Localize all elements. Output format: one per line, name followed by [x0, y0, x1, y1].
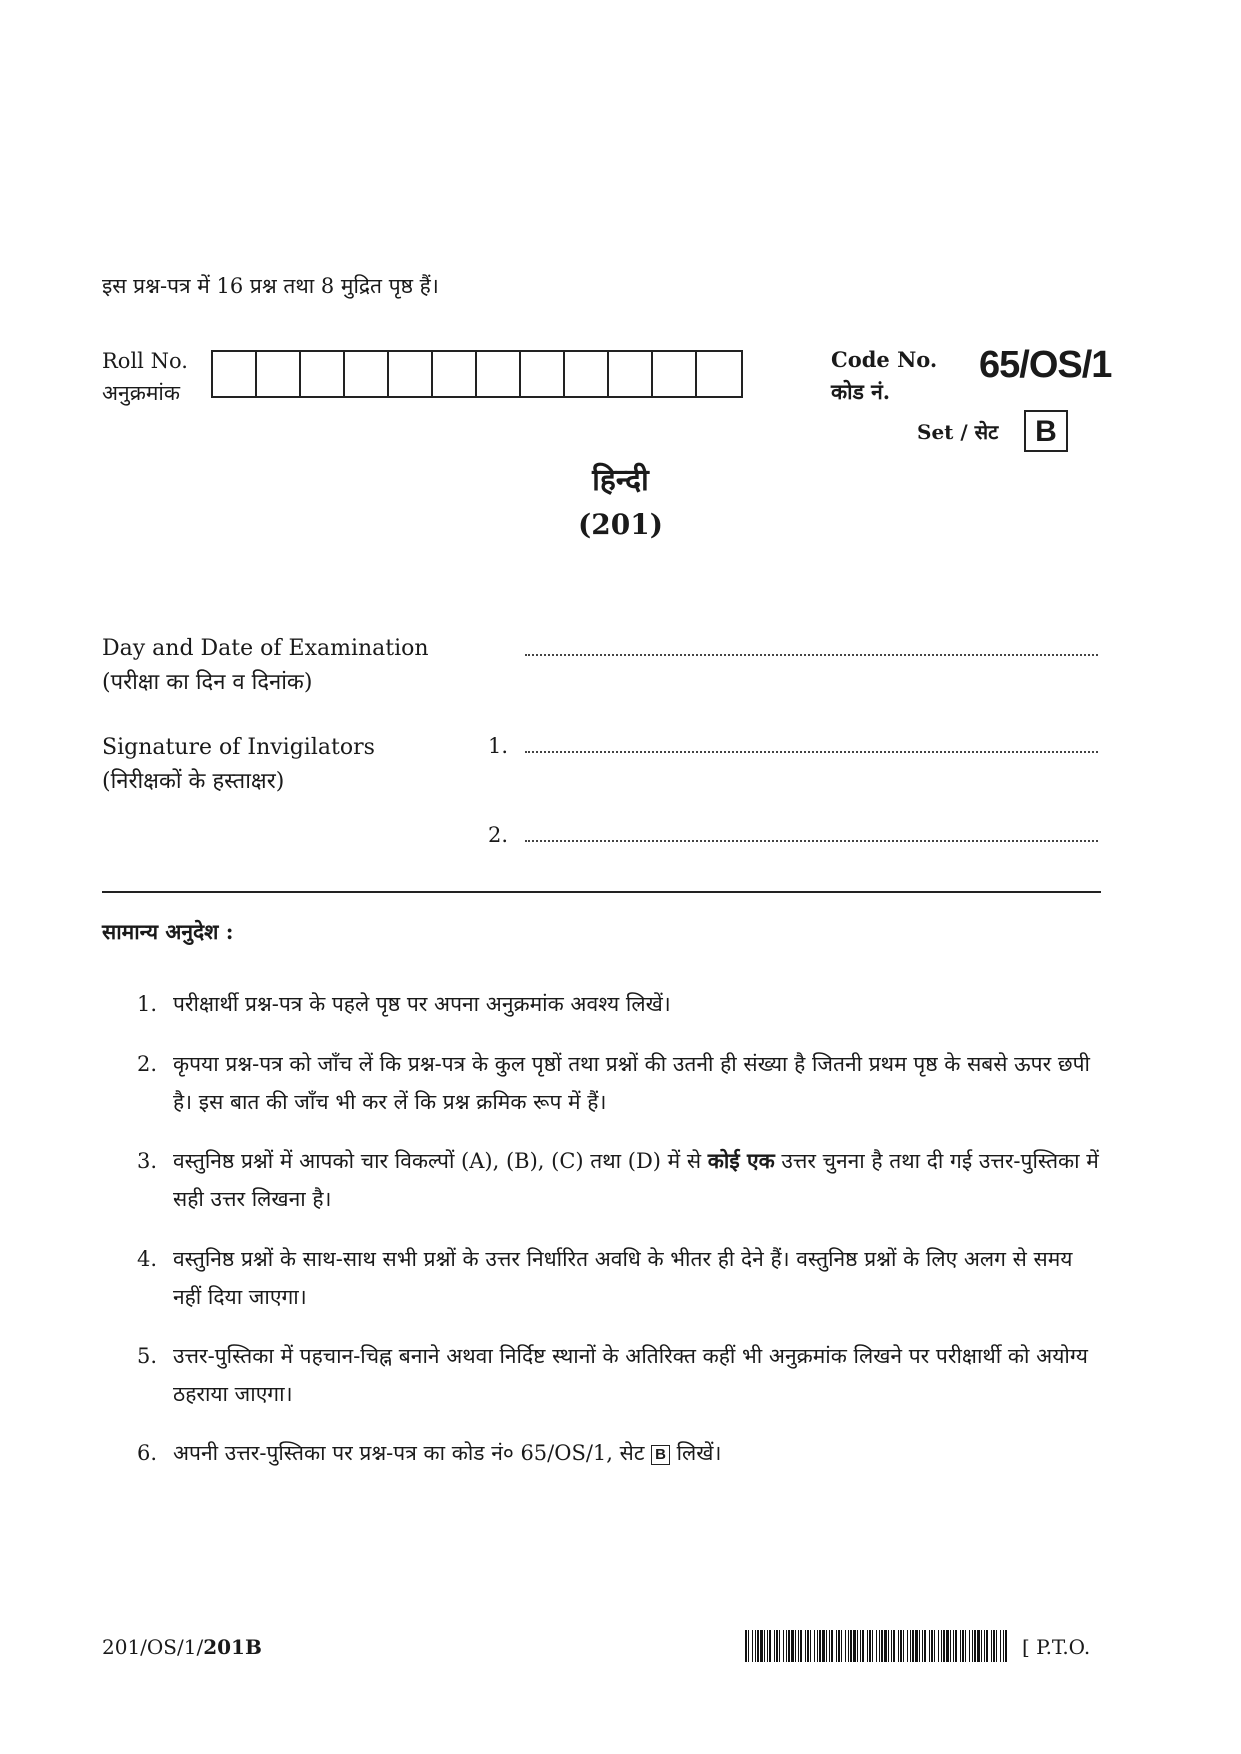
invigilator-1-blank [525, 727, 1098, 753]
roll-digit-box [697, 352, 741, 396]
roll-digit-box [345, 352, 389, 396]
subject-code: (201) [578, 508, 663, 541]
instruction-item [102, 1045, 1102, 1121]
instruction-emphasis: कोई एक [707, 1148, 775, 1173]
instruction-number: 4. [136, 1247, 157, 1271]
roll-digit-box [565, 352, 609, 396]
roll-digit-box [609, 352, 653, 396]
instruction-text: कृपया प्रश्न-पत्र को जाँच लें कि प्रश्न-पत्र के कुल पृष्ठों तथा प्रश्नों की उतनी ही संख्या है जितनी प्रथम पृष्ठ के सबसे ऊपर छपी है। इस बात की जाँच भी कर लें कि प्रश्न क्रमिक रूप में हैं। [173, 1052, 1090, 1114]
set-inline-box: B [651, 1445, 670, 1465]
please-turn-over: [ P.T.O. [1022, 1635, 1091, 1659]
instruction-text: वस्तुनिष्ठ प्रश्नों के साथ-साथ सभी प्रश्नों के उत्तर निर्धारित अवधि के भीतर ही देने हैं। वस्तुनिष्ठ प्रश्नों के लिए अलग से समय नहीं दिया जाएगा। [173, 1247, 1073, 1309]
instruction-text: परीक्षार्थी प्रश्न-पत्र के पहले पृष्ठ पर अपना अनुक्रमांक अवश्य लिखें। [173, 992, 671, 1016]
instruction-text-part: वस्तुनिष्ठ प्रश्नों में आपको चार विकल्पों (A), (B), (C) तथा (D) में से [173, 1149, 708, 1173]
invigilators-label-hi: (निरीक्षकों के हस्ताक्षर) [102, 769, 285, 794]
exam-date-label-hi: (परीक्षा का दिन व दिनांक) [102, 670, 313, 695]
roll-digit-box [433, 352, 477, 396]
exam-date-blank [525, 630, 1098, 656]
roll-label-en: Roll No. [102, 349, 188, 373]
instruction-item [102, 985, 1102, 1023]
roll-digit-box [213, 352, 257, 396]
roll-digit-box [257, 352, 301, 396]
instruction-text-part: लिखें। [669, 1441, 722, 1465]
instruction-number: 5. [136, 1344, 157, 1368]
footer-paper-code [102, 1635, 262, 1659]
instruction-text [173, 1434, 1102, 1472]
exam-date-label-en: Day and Date of Examination [102, 636, 429, 661]
code-label-en: Code No. [831, 347, 938, 372]
section-divider [102, 891, 1101, 893]
invigilator-1-number: 1. [488, 734, 509, 758]
subject-title: हिन्दी [592, 463, 649, 498]
exam-date-label [102, 632, 429, 700]
invigilator-2-number: 2. [488, 823, 509, 847]
roll-digit-box [653, 352, 697, 396]
footer-code-plain: 201/OS/1/ [102, 1635, 204, 1659]
roll-number-boxes [211, 350, 743, 398]
instruction-text-part: अपनी उत्तर-पुस्तिका पर प्रश्न-पत्र का कोड नं० 65/OS/1, सेट [173, 1441, 652, 1465]
invigilators-label [102, 731, 375, 799]
instruction-item [102, 1142, 1102, 1218]
instruction-item [102, 1434, 1102, 1472]
barcode-icon [745, 1630, 1007, 1662]
code-number-label [831, 344, 937, 408]
instruction-text-part: उत्तर चुनना है तथा दी गई उत्तर-पुस्तिका में सही उत्तर लिखना है। [173, 1149, 1099, 1211]
page-count-note: इस प्रश्न-पत्र में 16 प्रश्न तथा 8 मुद्रित पृष्ठ हैं। [102, 274, 439, 298]
invigilators-label-en: Signature of Invigilators [102, 735, 375, 760]
instructions-heading: सामान्य अनुदेश : [102, 919, 234, 944]
footer-code-bold: 201B [203, 1635, 262, 1659]
code-number-value: 65/OS/1 [979, 344, 1112, 386]
instruction-item [102, 1240, 1102, 1316]
instruction-number: 6. [136, 1441, 157, 1465]
roll-digit-box [477, 352, 521, 396]
instruction-number: 1. [136, 992, 157, 1016]
instruction-item [102, 1337, 1102, 1413]
instruction-number: 2. [136, 1052, 157, 1076]
instruction-text: उत्तर-पुस्तिका में पहचान-चिह्न बनाने अथवा निर्दिष्ट स्थानों के अतिरिक्त कहीं भी अनुक्रमांक लिखने पर परीक्षार्थी को अयोग्य ठहराया जाएगा। [173, 1344, 1088, 1406]
roll-label-hi: अनुक्रमांक [102, 381, 180, 405]
instruction-number: 3. [136, 1149, 157, 1173]
invigilator-2-blank [525, 816, 1098, 842]
set-value-box: B [1024, 410, 1068, 452]
roll-digit-box [521, 352, 565, 396]
roll-digit-box [301, 352, 345, 396]
roll-digit-box [389, 352, 433, 396]
instruction-text [173, 1142, 1102, 1218]
set-label: Set / सेट [917, 420, 999, 444]
code-label-hi: कोड नं. [831, 379, 891, 404]
roll-number-label [102, 345, 188, 409]
